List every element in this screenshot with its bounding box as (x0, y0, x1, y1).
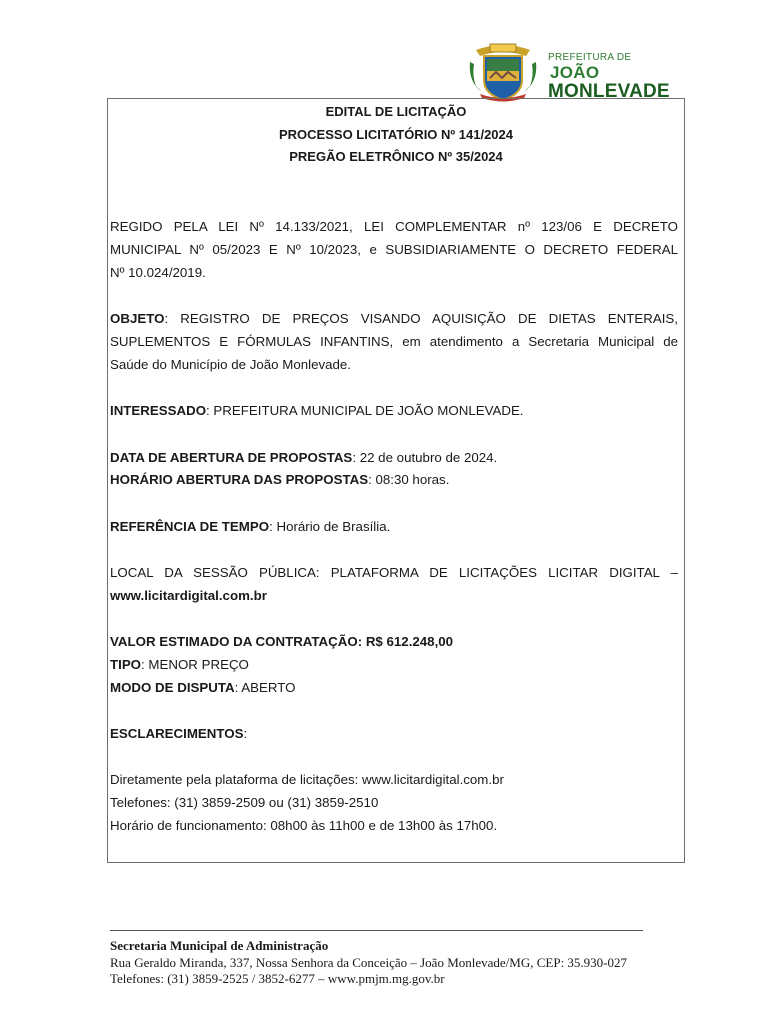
interessado-label: INTERESSADO (110, 403, 207, 418)
title-processo: PROCESSO LICITATÓRIO Nº 141/2024 (279, 127, 513, 142)
title-edital: EDITAL DE LICITAÇÃO (325, 104, 467, 119)
data-abertura-label: DATA DE ABERTURA DE PROPOSTAS (110, 450, 353, 465)
local-url: www.licitardigital.com.br (110, 588, 267, 603)
footer-title: Secretaria Municipal de Administração (110, 938, 329, 953)
modo-label: MODO DE DISPUTA (110, 680, 235, 695)
valor-line (110, 630, 678, 653)
footer-contacts: Telefones: (31) 3859-2525 / 3852-6277 – www.pmjm.mg.gov.br (110, 971, 445, 986)
objeto-label: OBJETO (110, 311, 165, 326)
interessado-value: : PREFEITURA MUNICIPAL DE JOÃO MONLEVADE. (206, 403, 524, 418)
data-abertura-value: : 22 de outubro de 2024. (352, 450, 498, 465)
esclarecimentos-heading (110, 722, 678, 745)
title-pregao: PREGÃO ELETRÔNICO Nº 35/2024 (289, 149, 503, 164)
coat-of-arms-icon (466, 42, 540, 102)
modo-line (110, 676, 678, 699)
objeto-line-2: SUPLEMENTOS E FÓRMULAS INFANTINS, em atendimento a Secretaria Municipal de (110, 334, 678, 349)
logo-city-top: JOÃO (550, 63, 600, 82)
objeto-line-3: Saúde do Município de João Monlevade. (110, 357, 351, 372)
regido-line-1: REGIDO PELA LEI Nº 14.133/2021, LEI COMPLEMENTAR nº 123/06 E DECRETO (110, 219, 678, 234)
esclarecimentos-line-2: Telefones: (31) 3859-2509 ou (31) 3859-2510 (110, 795, 379, 810)
modo-value: : ABERTO (234, 680, 296, 695)
objeto-text-1: : REGISTRO DE PREÇOS VISANDO AQUISIÇÃO DE DIETAS ENTERAIS, (164, 311, 678, 326)
tipo-value: : MENOR PREÇO (141, 657, 249, 672)
footer-address: Rua Geraldo Miranda, 337, Nossa Senhora da Conceição – João Monlevade/MG, CEP: 35.930-027 (110, 955, 628, 970)
valor-value: : R$ 612.248,00 (357, 634, 454, 649)
regido-line-3: Nº 10.024/2019. (110, 265, 206, 280)
local-line-1: LOCAL DA SESSÃO PÚBLICA: PLATAFORMA DE LICITAÇÕES LICITAR DIGITAL – (110, 565, 678, 580)
tipo-label: TIPO (110, 657, 142, 672)
municipality-logo (466, 42, 681, 102)
esclarecimentos-line-1: Diretamente pela plataforma de licitações: www.licitardigital.com.br (110, 772, 504, 787)
valor-label: VALOR ESTIMADO DA CONTRATAÇÃO (110, 634, 358, 649)
logo-prefix: PREFEITURA DE JOÃO (548, 52, 632, 82)
horario-abertura-value: : 08:30 horas. (368, 472, 450, 487)
logo-city-bottom: MONLEVADE (548, 81, 670, 102)
regido-line-2: MUNICIPAL Nº 05/2023 E Nº 10/2023, e SUBSIDIARIAMENTE O DECRETO FEDERAL (110, 242, 678, 257)
referencia-label: REFERÊNCIA DE TEMPO (110, 519, 270, 534)
data-abertura-line (110, 446, 678, 469)
horario-abertura-line (110, 468, 678, 491)
referencia-value: : Horário de Brasília. (269, 519, 391, 534)
horario-abertura-label: HORÁRIO ABERTURA DAS PROPOSTAS (110, 472, 369, 487)
esclarecimentos-label: ESCLARECIMENTOS (110, 726, 244, 741)
esclarecimentos-colon: : (243, 726, 248, 741)
footer-divider (110, 930, 643, 931)
esclarecimentos-line-3: Horário de funcionamento: 08h00 às 11h00 e de 13h00 às 17h00. (110, 818, 498, 833)
objeto-line-1 (110, 307, 678, 330)
referencia-line (110, 515, 678, 538)
interessado-line (110, 399, 678, 422)
tipo-line (110, 653, 678, 676)
